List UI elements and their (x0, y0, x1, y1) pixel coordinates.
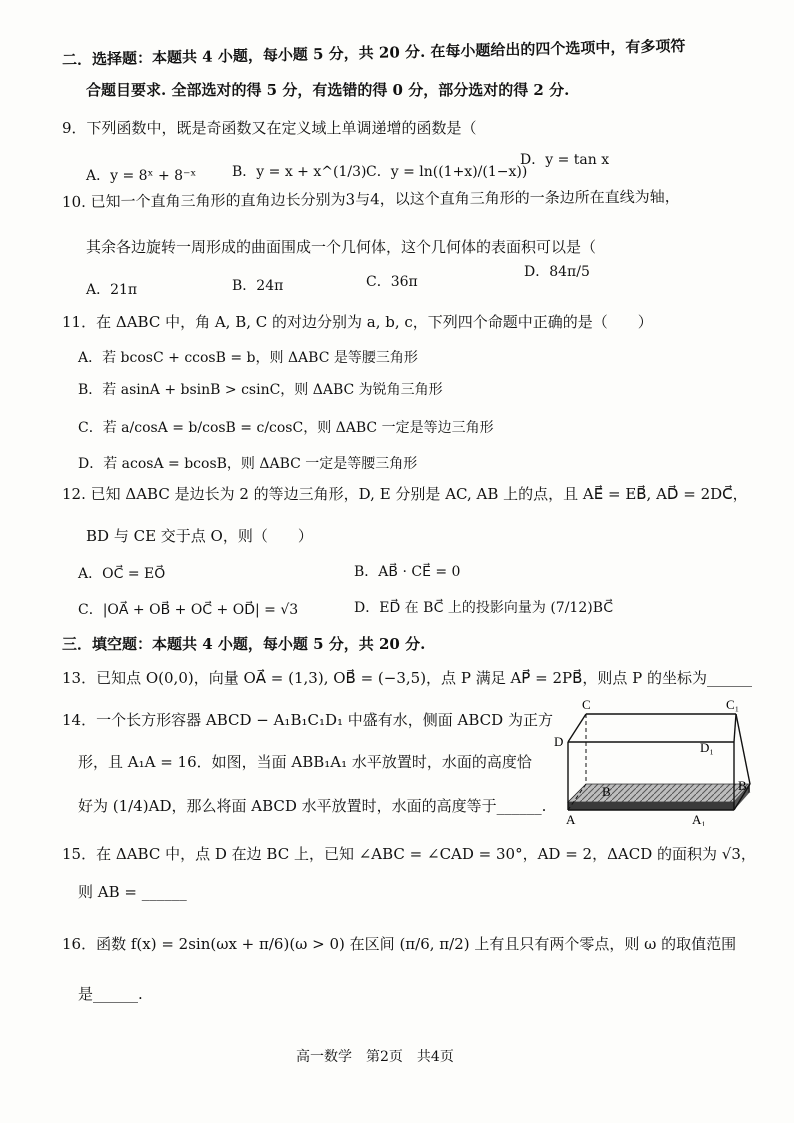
q10-option-b: B．24π (232, 278, 284, 294)
q15-stem-2: 则 AB = ______ (78, 883, 187, 901)
q12-stem-2: BD 与 CE 交于点 O，则（ ） (86, 527, 313, 545)
section3-header: 三．填空题：本题共 4 小题，每小题 5 分，共 20 分. (62, 635, 426, 653)
q11-stem: 11．在 ΔABC 中，角 A, B, C 的对边分别为 a, b, c，下列四个命题中正确的是（ ） (62, 313, 653, 331)
q12-option-a: A．OC⃗ = EO⃗ (78, 566, 166, 582)
q10-option-a: A．21π (86, 282, 138, 298)
q12-option-d: D．ED⃗ 在 BC⃗ 上的投影向量为 (7/12)BC⃗ (354, 600, 614, 616)
q12-stem-1: 12. 已知 ΔABC 是边长为 2 的等边三角形，D, E 分别是 AC, AB 上的点，且 AE⃗ = EB⃗, AD⃗ = 2DC⃗， (62, 485, 748, 503)
q12-option-b: B．AB⃗ · CE⃗ = 0 (354, 564, 461, 580)
q9-option-a: A．y = 8ˣ + 8⁻ˣ (86, 168, 197, 184)
q13-stem: 13．已知点 O(0,0)，向量 OA⃗ = (1,3), OB⃗ = (−3,5)，点 P 满足 AP⃗ = 2PB⃗，则点 P 的坐标为______ (62, 669, 752, 687)
section2-header-line1: 二．选择题：本题共 4 小题，每小题 5 分，共 20 分. 在每小题给出的四个选项中，有多项符 (61, 36, 686, 69)
label-b1: B₁ (738, 778, 752, 793)
label-c1: C₁ (726, 698, 740, 712)
q10-stem-2: 其余各边旋转一周形成的曲面围成一个几何体，这个几何体的表面积可以是（ (86, 238, 597, 256)
label-d1: D₁ (700, 740, 714, 755)
edge-cd (568, 714, 586, 742)
label-a: A (566, 812, 576, 826)
water-top-surface (568, 784, 750, 802)
section2-header-line2: 合题目要求. 全部选对的得 5 分，有选错的得 0 分，部分选对的得 2 分. (86, 81, 570, 99)
q11-option-c: C．若 a/cosA = b/cosB = c/cosC，则 ΔABC 一定是等边三角形 (78, 420, 494, 436)
q15-stem-1: 15．在 ΔABC 中，点 D 在边 BC 上，已知 ∠ABC = ∠CAD = 30°，AD = 2，ΔACD 的面积为 √3， (62, 845, 756, 863)
q12-option-c: C．|OA⃗ + OB⃗ + OC⃗ + OD⃗| = √3 (78, 602, 299, 618)
label-c: C (582, 698, 591, 712)
q11-option-d: D．若 acosA = bcosB，则 ΔABC 一定是等腰三角形 (78, 456, 418, 472)
q9-stem: 9．下列函数中，既是奇函数又在定义域上单调递增的函数是（ (62, 119, 477, 137)
q14-stem-3: 好为 (1/4)AD，那么将面 ABCD 水平放置时，水面的高度等于______. (78, 797, 547, 815)
water-front-face (568, 802, 734, 810)
q11-option-b: B．若 asinA + bsinB > csinC，则 ΔABC 为锐角三角形 (78, 382, 443, 398)
q10-stem-1: 10. 已知一个直角三角形的直角边长分别为3与4，以这个直角三角形的一条边所在直线为轴， (61, 187, 680, 211)
q9-option-d: D．y = tan x (520, 152, 610, 168)
q10-option-d: D．84π/5 (524, 264, 590, 280)
q16-stem-1: 16．函数 f(x) = 2sin(ωx + π/6)(ω > 0) 在区间 (π/6, π/2) 上有且只有两个零点，则 ω 的取值范围 (62, 935, 737, 953)
q10-option-c: C．36π (366, 274, 418, 290)
label-a1: A₁ (692, 812, 706, 826)
q11-option-a: A．若 bcosC + ccosB = b，则 ΔABC 是等腰三角形 (78, 350, 418, 366)
q9-option-c: C．y = ln((1+x)/(1−x)) (366, 164, 528, 180)
label-b: B (602, 784, 611, 799)
q14-container-figure (546, 698, 762, 826)
page-footer: 高一数学 第2页 共4页 (296, 1049, 454, 1065)
q14-stem-2: 形，且 A₁A = 16．如图，当面 ABB₁A₁ 水平放置时，水面的高度恰 (78, 753, 532, 771)
q9-option-b: B．y = x + x^(1/3) (232, 164, 367, 180)
label-d: D (554, 734, 564, 749)
edge-c1d1 (734, 714, 736, 742)
q16-stem-2: 是______. (78, 985, 143, 1003)
q14-stem-1: 14．一个长方形容器 ABCD − A₁B₁C₁D₁ 中盛有水，侧面 ABCD 为正方 (62, 711, 553, 729)
edge-c1b1 (736, 714, 750, 784)
